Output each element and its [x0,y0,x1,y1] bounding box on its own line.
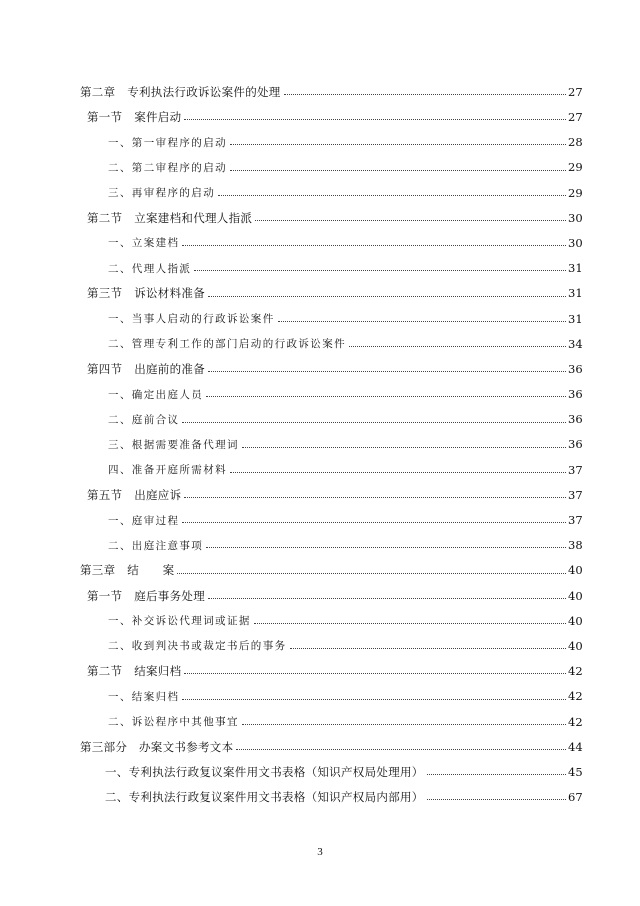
toc-entry-page: 36 [568,387,583,402]
dot-leader [208,296,566,297]
dot-leader [177,573,566,574]
dot-leader [230,144,566,145]
toc-entry-page: 28 [568,135,583,150]
toc-entry [0,433,640,458]
toc-entry [0,407,640,432]
toc-entry-page: 30 [568,210,583,225]
dot-leader [194,270,566,271]
toc-entry-page: 42 [568,664,583,679]
toc-entry-page: 37 [568,487,583,502]
toc-entry-page: 37 [568,462,583,477]
toc-entry-page: 31 [568,286,583,301]
toc-entry-label: 第二节 立案建档和代理人指派 [87,210,253,225]
toc-entry-label: 第一节 案件启动 [87,110,182,125]
dot-leader [206,547,566,548]
dot-leader [242,724,566,725]
toc-entry-page: 36 [568,361,583,376]
toc-entry-label: 第一节 庭后事务处理 [87,588,205,603]
dot-leader [184,119,566,120]
toc-entry-page: 45 [568,764,583,779]
dot-leader [208,371,566,372]
dot-leader [427,799,566,800]
toc-entry [0,735,640,760]
toc-entry-label: 一、确定出庭人员 [108,388,204,401]
toc-entry-label: 第三部分 办案文书参考文本 [80,739,234,754]
toc-entry [0,760,640,785]
toc-entry [0,483,640,508]
dot-leader [218,195,566,196]
dot-leader [349,346,566,347]
toc-entry-page: 42 [568,689,583,704]
toc-entry-label: 一、当事人启动的行政诉讼案件 [108,313,275,326]
toc-entry-page: 27 [568,110,583,125]
toc-entry [0,584,640,609]
dot-leader [206,396,566,397]
toc-entry-label: 一、结案归档 [108,690,180,703]
toc-entry [0,206,640,231]
toc-entry [0,256,640,281]
toc-entry-label: 二、代理人指派 [108,262,192,275]
toc-entry [0,80,640,105]
toc-entry-page: 31 [568,311,583,326]
toc-entry-label: 第三节 诉讼材料准备 [87,286,205,301]
toc-entry-label: 二、管理专利工作的部门启动的行政诉讼案件 [108,338,346,351]
toc-entry-page: 40 [568,588,583,603]
dot-leader [427,774,566,775]
toc-entry-page: 37 [568,513,583,528]
toc-entry [0,130,640,155]
dot-leader [184,673,566,674]
toc-entry-page: 67 [568,790,583,805]
toc-entry-page: 30 [568,235,583,250]
toc-entry-page: 44 [568,739,583,754]
toc-entry-label: 二、庭前合议 [108,413,180,426]
toc-entry [0,659,640,684]
dot-leader [230,170,566,171]
dot-leader [254,623,566,624]
dot-leader [182,422,566,423]
dot-leader [290,648,567,649]
toc-entry [0,282,640,307]
toc-entry-page: 27 [568,84,583,99]
toc-entry-page: 36 [568,412,583,427]
toc-entry [0,307,640,332]
toc-entry-label: 三、根据需要准备代理词 [108,438,239,451]
toc-entry-label: 四、准备开庭所需材料 [108,464,227,477]
toc-entry [0,533,640,558]
toc-entry-label: 第三章 结 案 [80,563,175,578]
toc-entry-label: 第五节 出庭应诉 [87,487,182,502]
toc-entry-label: 一、专利执法行政复议案件用文书表格（知识产权局处理用） [105,764,424,779]
dot-leader [182,245,566,246]
toc-entry-page: 36 [568,437,583,452]
toc-entry-label: 一、庭审过程 [108,514,180,527]
toc-entry [0,105,640,130]
dot-leader [230,472,566,473]
toc-entry-label: 一、第一审程序的启动 [108,136,227,149]
dot-leader [284,94,566,95]
toc-entry-page: 42 [568,714,583,729]
toc-entry-page: 34 [568,336,583,351]
toc-entry-page: 40 [568,638,583,653]
toc-entry [0,231,640,256]
table-of-contents [0,80,640,810]
toc-entry [0,156,640,181]
toc-entry-page: 38 [568,538,583,553]
toc-entry [0,357,640,382]
toc-entry-page: 31 [568,261,583,276]
toc-entry [0,508,640,533]
toc-entry-label: 二、专利执法行政复议案件用文书表格（知识产权局内部用） [105,790,424,805]
toc-entry-label: 一、立案建档 [108,237,180,250]
dot-leader [242,447,566,448]
dot-leader [208,598,566,599]
toc-entry [0,332,640,357]
toc-entry [0,382,640,407]
toc-entry [0,710,640,735]
toc-entry-label: 二、收到判决书或裁定书后的事务 [108,640,287,653]
toc-entry [0,634,640,659]
toc-entry [0,458,640,483]
toc-entry-label: 二、诉讼程序中其他事宜 [108,716,239,729]
toc-entry-label: 二、出庭注意事项 [108,539,204,552]
toc-entry [0,785,640,810]
toc-entry [0,181,640,206]
dot-leader [278,321,566,322]
toc-entry-page: 29 [568,185,583,200]
dot-leader [184,497,566,498]
toc-entry-label: 第四节 出庭前的准备 [87,361,205,376]
toc-entry [0,559,640,584]
dot-leader [182,699,566,700]
toc-entry-label: 第二章 专利执法行政诉讼案件的处理 [80,84,281,99]
toc-entry-page: 29 [568,160,583,175]
toc-entry-page: 40 [568,613,583,628]
toc-entry-label: 第二节 结案归档 [87,664,182,679]
toc-entry-label: 三、再审程序的启动 [108,187,216,200]
toc-entry-page: 40 [568,563,583,578]
dot-leader [236,749,566,750]
dot-leader [255,220,566,221]
toc-entry-label: 二、第二审程序的启动 [108,161,227,174]
toc-entry-label: 一、补交诉讼代理词或证据 [108,615,251,628]
page-number: 3 [317,846,323,858]
toc-entry [0,609,640,634]
toc-entry [0,685,640,710]
dot-leader [182,522,566,523]
